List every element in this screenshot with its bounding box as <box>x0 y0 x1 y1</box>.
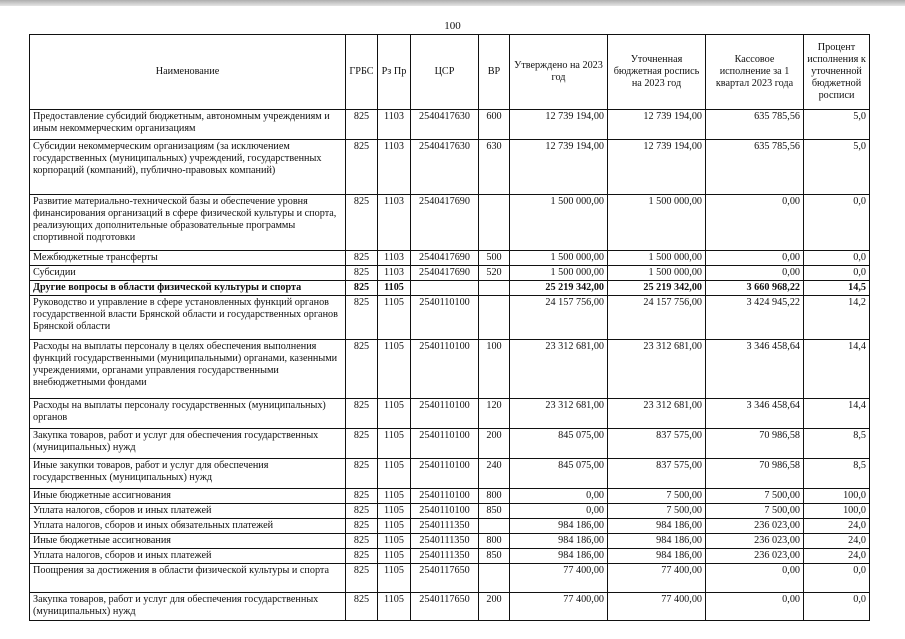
row-refined: 837 575,00 <box>608 429 706 459</box>
row-rz-pr: 1103 <box>378 140 411 195</box>
row-vr: 800 <box>479 534 510 549</box>
row-grbs: 825 <box>346 429 378 459</box>
row-cash: 635 785,56 <box>706 140 804 195</box>
row-approved: 984 186,00 <box>510 519 608 534</box>
row-refined: 12 739 194,00 <box>608 140 706 195</box>
table-row <box>30 296 870 340</box>
table-row <box>30 429 870 459</box>
row-name: Предоставление субсидий бюджетным, автономным учреждениям и иным некоммерческим организациям <box>30 110 346 140</box>
row-percent: 14,4 <box>804 340 870 399</box>
row-approved: 984 186,00 <box>510 549 608 564</box>
row-cash: 0,00 <box>706 266 804 281</box>
row-cash: 236 023,00 <box>706 534 804 549</box>
row-csr: 2540117650 <box>411 593 479 621</box>
row-percent: 0,0 <box>804 251 870 266</box>
row-vr <box>479 519 510 534</box>
row-refined: 7 500,00 <box>608 489 706 504</box>
row-approved: 984 186,00 <box>510 534 608 549</box>
row-cash: 70 986,58 <box>706 459 804 489</box>
row-refined: 23 312 681,00 <box>608 340 706 399</box>
row-approved: 25 219 342,00 <box>510 281 608 296</box>
row-csr: 2540110100 <box>411 296 479 340</box>
row-refined: 837 575,00 <box>608 459 706 489</box>
row-cash: 7 500,00 <box>706 504 804 519</box>
row-csr: 2540417630 <box>411 110 479 140</box>
row-refined: 25 219 342,00 <box>608 281 706 296</box>
row-vr: 630 <box>479 140 510 195</box>
table-row <box>30 459 870 489</box>
row-rz-pr: 1105 <box>378 399 411 429</box>
row-csr: 2540111350 <box>411 549 479 564</box>
row-grbs: 825 <box>346 251 378 266</box>
row-refined: 77 400,00 <box>608 564 706 593</box>
table-row <box>30 399 870 429</box>
row-cash: 236 023,00 <box>706 549 804 564</box>
row-refined: 24 157 756,00 <box>608 296 706 340</box>
row-grbs: 825 <box>346 549 378 564</box>
row-vr: 850 <box>479 549 510 564</box>
row-refined: 23 312 681,00 <box>608 399 706 429</box>
header-csr: ЦСР <box>411 35 479 110</box>
row-vr <box>479 564 510 593</box>
row-percent: 8,5 <box>804 429 870 459</box>
table-row <box>30 593 870 621</box>
row-csr: 2540110100 <box>411 489 479 504</box>
row-name: Субсидии некоммерческим организациям (за исключением государственных (муниципальных) учреждений, государственных корпораций (компаний), публично-правовых компаний) <box>30 140 346 195</box>
header-name: Наименование <box>30 35 346 110</box>
row-percent: 24,0 <box>804 549 870 564</box>
row-cash: 3 346 458,64 <box>706 340 804 399</box>
header-cash: Кассовое исполнение за 1 квартал 2023 года <box>706 35 804 110</box>
row-grbs: 825 <box>346 281 378 296</box>
row-cash: 70 986,58 <box>706 429 804 459</box>
table-row <box>30 534 870 549</box>
row-rz-pr: 1103 <box>378 110 411 140</box>
row-percent: 100,0 <box>804 489 870 504</box>
row-name: Иные бюджетные ассигнования <box>30 489 346 504</box>
row-grbs: 825 <box>346 534 378 549</box>
header-rz-pr: Рз Пр <box>378 35 411 110</box>
row-approved: 24 157 756,00 <box>510 296 608 340</box>
row-rz-pr: 1105 <box>378 549 411 564</box>
row-cash: 3 424 945,22 <box>706 296 804 340</box>
row-approved: 23 312 681,00 <box>510 340 608 399</box>
row-approved: 0,00 <box>510 504 608 519</box>
table-row <box>30 489 870 504</box>
row-cash: 0,00 <box>706 593 804 621</box>
row-grbs: 825 <box>346 296 378 340</box>
row-approved: 12 739 194,00 <box>510 140 608 195</box>
row-csr: 2540111350 <box>411 534 479 549</box>
table-row <box>30 504 870 519</box>
row-rz-pr: 1105 <box>378 459 411 489</box>
row-name: Развитие материально-технической базы и обеспечение уровня финансирования организаций в сфере физической культуры и спорта, реализующих дополнительные образовательные программы спортивной подготовки <box>30 195 346 251</box>
row-approved: 1 500 000,00 <box>510 266 608 281</box>
row-vr: 800 <box>479 489 510 504</box>
row-percent: 0,0 <box>804 195 870 251</box>
table-row <box>30 549 870 564</box>
row-grbs: 825 <box>346 564 378 593</box>
row-grbs: 825 <box>346 266 378 281</box>
row-vr: 200 <box>479 593 510 621</box>
row-percent: 14,2 <box>804 296 870 340</box>
row-rz-pr: 1105 <box>378 593 411 621</box>
page-number: 100 <box>444 20 461 32</box>
row-percent: 5,0 <box>804 110 870 140</box>
row-vr: 240 <box>479 459 510 489</box>
row-cash: 0,00 <box>706 564 804 593</box>
row-approved: 1 500 000,00 <box>510 195 608 251</box>
row-cash: 0,00 <box>706 195 804 251</box>
table-header-row <box>30 35 870 110</box>
row-cash: 3 346 458,64 <box>706 399 804 429</box>
row-vr: 120 <box>479 399 510 429</box>
budget-execution-table <box>29 34 870 621</box>
table-row <box>30 340 870 399</box>
row-name: Уплата налогов, сборов и иных платежей <box>30 549 346 564</box>
row-rz-pr: 1105 <box>378 296 411 340</box>
row-csr: 2540111350 <box>411 519 479 534</box>
row-approved: 12 739 194,00 <box>510 110 608 140</box>
row-name: Иные закупки товаров, работ и услуг для обеспечения государственных (муниципальных) нужд <box>30 459 346 489</box>
row-rz-pr: 1105 <box>378 504 411 519</box>
row-name: Субсидии <box>30 266 346 281</box>
row-rz-pr: 1103 <box>378 251 411 266</box>
row-name: Расходы на выплаты персоналу в целях обеспечения выполнения функций государственными (муниципальными) органами, казенными учреждениями, органами управления государственными внебюджетными фондами <box>30 340 346 399</box>
row-csr: 2540417630 <box>411 140 479 195</box>
row-percent: 24,0 <box>804 534 870 549</box>
row-approved: 1 500 000,00 <box>510 251 608 266</box>
row-percent: 24,0 <box>804 519 870 534</box>
row-vr: 100 <box>479 340 510 399</box>
row-vr <box>479 296 510 340</box>
row-rz-pr: 1105 <box>378 519 411 534</box>
row-name: Другие вопросы в области физической культуры и спорта <box>30 281 346 296</box>
row-percent: 14,5 <box>804 281 870 296</box>
row-approved: 23 312 681,00 <box>510 399 608 429</box>
row-grbs: 825 <box>346 340 378 399</box>
row-percent: 8,5 <box>804 459 870 489</box>
row-rz-pr: 1105 <box>378 564 411 593</box>
row-approved: 77 400,00 <box>510 564 608 593</box>
header-refined: Уточненная бюджетная роспись на 2023 год <box>608 35 706 110</box>
row-refined: 1 500 000,00 <box>608 251 706 266</box>
row-cash: 3 660 968,22 <box>706 281 804 296</box>
row-name: Руководство и управление в сфере установленных функций органов государственной власти Брянской области и государственных органов Брянской области <box>30 296 346 340</box>
row-vr: 850 <box>479 504 510 519</box>
row-cash: 0,00 <box>706 251 804 266</box>
table-row <box>30 266 870 281</box>
table-row <box>30 140 870 195</box>
row-csr: 2540110100 <box>411 459 479 489</box>
row-rz-pr: 1105 <box>378 489 411 504</box>
row-csr: 2540417690 <box>411 251 479 266</box>
scan-edge-shadow <box>0 0 905 6</box>
header-grbs: ГРБС <box>346 35 378 110</box>
row-name: Иные бюджетные ассигнования <box>30 534 346 549</box>
row-refined: 7 500,00 <box>608 504 706 519</box>
row-percent: 100,0 <box>804 504 870 519</box>
row-refined: 77 400,00 <box>608 593 706 621</box>
row-refined: 1 500 000,00 <box>608 195 706 251</box>
row-vr <box>479 195 510 251</box>
row-vr <box>479 281 510 296</box>
row-grbs: 825 <box>346 195 378 251</box>
row-approved: 0,00 <box>510 489 608 504</box>
row-cash: 236 023,00 <box>706 519 804 534</box>
row-rz-pr: 1105 <box>378 429 411 459</box>
row-rz-pr: 1103 <box>378 266 411 281</box>
row-grbs: 825 <box>346 110 378 140</box>
row-refined: 12 739 194,00 <box>608 110 706 140</box>
row-rz-pr: 1105 <box>378 281 411 296</box>
row-name: Поощрения за достижения в области физической культуры и спорта <box>30 564 346 593</box>
row-csr: 2540110100 <box>411 399 479 429</box>
row-csr: 2540117650 <box>411 564 479 593</box>
row-approved: 845 075,00 <box>510 429 608 459</box>
row-refined: 1 500 000,00 <box>608 266 706 281</box>
row-grbs: 825 <box>346 140 378 195</box>
row-rz-pr: 1105 <box>378 340 411 399</box>
row-percent: 14,4 <box>804 399 870 429</box>
row-percent: 0,0 <box>804 593 870 621</box>
table-row <box>30 564 870 593</box>
row-csr: 2540110100 <box>411 429 479 459</box>
row-percent: 5,0 <box>804 140 870 195</box>
row-percent: 0,0 <box>804 266 870 281</box>
row-vr: 200 <box>479 429 510 459</box>
row-rz-pr: 1105 <box>378 534 411 549</box>
row-name: Расходы на выплаты персоналу государственных (муниципальных) органов <box>30 399 346 429</box>
row-csr: 2540417690 <box>411 195 479 251</box>
header-vr: ВР <box>479 35 510 110</box>
row-vr: 520 <box>479 266 510 281</box>
table-row <box>30 251 870 266</box>
row-cash: 7 500,00 <box>706 489 804 504</box>
row-refined: 984 186,00 <box>608 549 706 564</box>
table-row <box>30 195 870 251</box>
row-grbs: 825 <box>346 519 378 534</box>
row-percent: 0,0 <box>804 564 870 593</box>
row-approved: 845 075,00 <box>510 459 608 489</box>
row-grbs: 825 <box>346 459 378 489</box>
row-csr: 2540417690 <box>411 266 479 281</box>
header-approved: Утверждено на 2023 год <box>510 35 608 110</box>
row-vr: 500 <box>479 251 510 266</box>
row-grbs: 825 <box>346 489 378 504</box>
header-percent: Процент исполнения к уточненной бюджетной росписи <box>804 35 870 110</box>
row-name: Закупка товаров, работ и услуг для обеспечения государственных (муниципальных) нужд <box>30 593 346 621</box>
row-refined: 984 186,00 <box>608 519 706 534</box>
row-name: Уплата налогов, сборов и иных обязательных платежей <box>30 519 346 534</box>
row-grbs: 825 <box>346 399 378 429</box>
row-approved: 77 400,00 <box>510 593 608 621</box>
table-row <box>30 519 870 534</box>
row-grbs: 825 <box>346 504 378 519</box>
row-vr: 600 <box>479 110 510 140</box>
table-row <box>30 281 870 296</box>
row-refined: 984 186,00 <box>608 534 706 549</box>
row-csr: 2540110100 <box>411 340 479 399</box>
row-name: Межбюджетные трансферты <box>30 251 346 266</box>
row-csr: 2540110100 <box>411 504 479 519</box>
row-cash: 635 785,56 <box>706 110 804 140</box>
row-rz-pr: 1103 <box>378 195 411 251</box>
row-csr <box>411 281 479 296</box>
row-grbs: 825 <box>346 593 378 621</box>
row-name: Уплата налогов, сборов и иных платежей <box>30 504 346 519</box>
row-name: Закупка товаров, работ и услуг для обеспечения государственных (муниципальных) нужд <box>30 429 346 459</box>
table-row <box>30 110 870 140</box>
